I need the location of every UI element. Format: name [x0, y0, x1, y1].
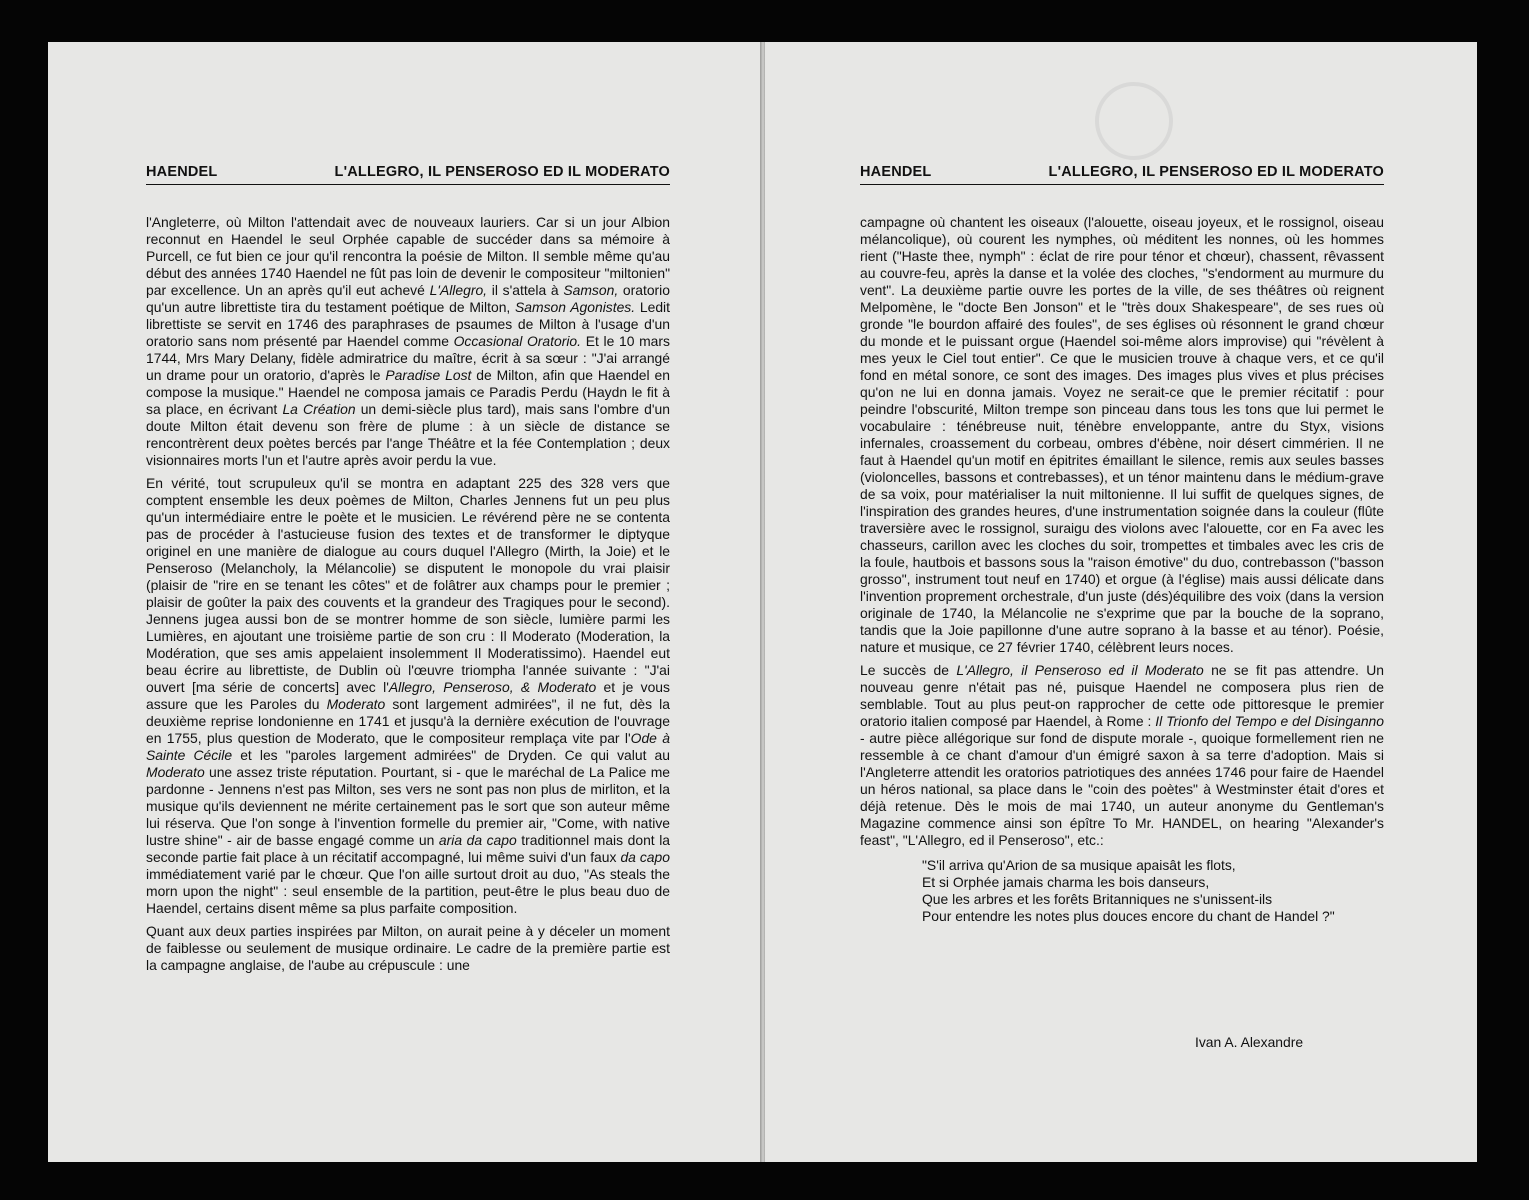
paragraph: [860, 214, 1384, 656]
running-head-work: L'ALLEGRO, IL PENSEROSO ED IL MODERATO: [334, 164, 670, 180]
italic-title: Paradise Lost: [385, 367, 472, 383]
text-run: il s'attela à: [487, 282, 564, 298]
italic-title: L'Allegro,: [429, 282, 488, 298]
right-page: [765, 42, 1477, 1162]
running-head-right: [860, 164, 1384, 185]
text-run: et les "paroles largement admirées" de Dryden. Ce qui valut au: [232, 747, 670, 763]
text-run: oratorio qu'un autre librettiste tira du testament poétique de Milton,: [146, 282, 670, 315]
paragraph: [146, 475, 670, 917]
paragraph: [146, 214, 670, 469]
verse-line: Et si Orphée jamais charma les bois danseurs,: [922, 874, 1210, 890]
italic-title: Samson,: [563, 282, 619, 298]
verse-line: Que les arbres et les forêts Britanniques ne s'unissent-ils: [922, 891, 1273, 907]
italic-title: da capo: [620, 849, 670, 865]
paragraph: [860, 662, 1384, 849]
text-run: traditionnel mais dont la seconde partie fait place à un récitatif accompagné, lui même suivi d'un faux: [146, 832, 671, 865]
running-head-author: HAENDEL: [860, 164, 932, 180]
text-run: campagne où chantent les oiseaux (l'alouette, oiseau joyeux, et le rossignol, oiseau mélancolique), où courent les nymphes, où méditent les nonnes, où les hommes rient ("Haste thee, nymph" : éclat de rire pour ténor et chœur), chassent, rêvassent au couvre-feu, après la danse et la volée des cloches, "s'endorment au murmure du vent". La deuxième partie ouvre les portes de la ville, de ses théâtres où reignent Melpomène, le "docte Ben Jonson" et le "très doux Shakespeare", de ses rues où gronde "le bourdon affairé des foules", de ses églises où résonnent le grand chœur du monde et le puissant orgue (Haendel soi-même alors improvise) qui "révèlent à mes yeux le Ciel tout entier". Ce que le musicien trouve à chaque vers, et ce qu'il fond en métal sonore, ce sont des images. Des images plus vives et plus précises qu'on ne lui en donna jamais. Voyez ne serait-ce que le premier récitatif : pour peindre l'obscurité, Milton trempe son pinceau dans tous les tons que lui permet le vocabulaire : ténébreuse nuit, ténèbre enveloppante, antre du Styx, visions infernales, croassement du corbeau, ombres d'ébène, noir désert cimmérien. Il ne faut à Haendel qu'un motif en épitrites émaillant le silence, remis aux seules basses (violoncelles, bassons et contrebasses), et un ténor maintenu dans le médium-grave de sa voix, pour matérialiser la nuit miltonienne. Il lui suffit de quelques signes, de l'inspiration des grandes heures, d'une instrumentation soignée dans la couleur (flûte traversière avec le rossignol, suraigu des violons avec l'alouette, cor en Fa avec les chasseurs, carillon avec les cloches du soir, trompettes et timbales avec les cris de la foule, hautbois et bassons sous la "raison émotive" du duo, contrebasson ("basson grosso", instrument tout neuf en 1740) et orgue (à l'église) mais aussi délicate dans l'invention proprement orchestrale, d'un juste (dés)équilibre des voix (dans la version originale de 1740, la Mélancolie ne s'exprime que par la bouche de la soprano, tandis que la Joie papillonne d'une autre soprano à la basse et au ténor). Poésie, nature et musique, ce 27 février 1740, célèbrent leurs noces.: [860, 214, 1384, 655]
italic-title: L'Allegro, il Penseroso ed il Moderato: [956, 662, 1204, 678]
text-run: Le succès de: [860, 662, 957, 678]
italic-title: Il Trionfo del Tempo e del Disinganno: [1155, 713, 1384, 729]
text-run: immédiatement varié par le chœur. Que l'on aille surtout droit au duo, "As steals the morn upon the night" : seul ensemble de la partition, peut-être le plus beau duo de Haendel, certains disent même sa plus parfaite composition.: [146, 866, 670, 916]
text-run: Ledit librettiste se servit en 1746 des paraphrases de psaumes de Milton à l'usage d'un oratorio sans nom présenté par Haendel comme: [146, 299, 671, 349]
text-run: - autre pièce allégorique sur fond de dispute morale -, quoique formellement rien ne ressemble à ce chant d'amour d'un émigré saxon à sa terre d'adoption. Mais si l'Angleterre attendit les oratorios patriotiques des années 1746 pour faire de Haendel un héros national, sa place dans le "coin des poètes" à Westminster était d'ores et déjà retenue. Dès le mois de mai 1740, un auteur anonyme du Gentleman's Magazine commence ainsi son épître To Mr. HANDEL, on hearing "Alexander's feast", "L'Allegro, ed il Penseroso", etc.:: [860, 730, 1384, 848]
author-signature: Ivan A. Alexandre: [1195, 1034, 1304, 1050]
running-head-work: L'ALLEGRO, IL PENSEROSO ED IL MODERATO: [1048, 164, 1384, 180]
italic-title: Occasional Oratorio.: [453, 333, 582, 349]
text-run: une assez triste réputation. Pourtant, si - que le maréchal de La Palice me pardonne - Jennens n'est pas Milton, ses vers ne sont pas non plus de mirliton, et la musique qu'ils deviennent ne mérite certainement pas le sort que son auteur même lui réserva. Que l'on songe à l'invention formelle du premier air, "Come, with native lustre shine" - air de basse engagé comme un: [146, 764, 670, 848]
text-run: et je vous assure que les Paroles du: [146, 679, 670, 712]
text-run: ne se fit pas attendre. Un nouveau genre n'était pas né, puisque Haendel ne composera plus rien de semblable. Tout au plus peut-on rapprocher de cette ode pittoresque le premier oratorio italien composé par Haendel, à Rome :: [860, 662, 1384, 729]
paragraph: [146, 923, 670, 974]
text-run: En vérité, tout scrupuleux qu'il se montra en adaptant 225 des 328 vers que comptent ensemble les deux poèmes de Milton, Charles Jennens fut un peu plus qu'un intermédiaire entre le poète et le musicien. Le révérend père ne se contenta pas de procéder à l'astucieuse fusion des textes et de transformer le diptyque originel en une manière de dialogue au cours duquel l'Allegro (Mirth, la Joie) et le Penseroso (Melancholy, la Mélancolie) se disputent le monopole du vrai plaisir (plaisir de "rire en se tenant les côtes" et de folâtrer aux champs pour le premier ; plaisir de goûter la paix des couvents et la grandeur des Tragiques pour le second). Jennens jugea aussi bon de se montrer homme de son siècle, lumière parmi les Lumières, en ajoutant une troisième partie de son cru : Il Moderato (Moderation, la Modération, que ses amis appelaient insolemment Il Moderatissimo). Haendel eut beau écrire au librettiste, de Dublin où l'œuvre triompha l'année suivante : "J'ai ouvert [ma série de concerts] avec l': [146, 475, 670, 695]
italic-title: Allegro, Penseroso, & Moderato: [388, 679, 597, 695]
italic-title: aria da capo: [438, 832, 517, 848]
text-run: un demi-siècle plus tard), mais sans l'ombre d'un doute Milton était devenu son frère de plume : à un siècle de distance se rencontrèrent deux poètes bercés par l'ange Théâtre et la fée Contemplation ; deux visionnaires morts l'un et l'autre après avoir perdu la vue.: [146, 401, 670, 468]
text-run: sont largement admirées", il ne fut, dès la deuxième reprise londonienne en 1741 et jusqu'à la dernière exécution de l'ouvrage en 1755, plus question de Moderato, que le compositeur remplaça vite par l': [146, 696, 670, 746]
text-run: de Milton, afin que Haendel en compose la musique." Haendel ne composa jamais ce Paradis Perdu (Haydn le fit à sa place, en écrivant: [146, 367, 670, 417]
quoted-verse: [922, 857, 1384, 925]
left-page: [48, 42, 761, 1162]
running-head-author: HAENDEL: [146, 164, 218, 180]
show-through-logo: [1095, 82, 1173, 160]
italic-title: Samson Agonistes.: [515, 299, 636, 315]
text-run: Et le 10 mars 1744, Mrs Mary Delany, fidèle admiratrice du maître, écrit à sa sœur : "J'ai arrangé un drame pour un oratorio, d'après le: [146, 333, 670, 383]
left-page-body: [146, 214, 670, 980]
verse-line: Pour entendre les notes plus douces encore du chant de Handel ?": [922, 908, 1335, 924]
text-run: Quant aux deux parties inspirées par Milton, on aurait peine à y déceler un moment de faiblesse ou seulement de musique ordinaire. Le cadre de la première partie est la campagne anglaise, de l'aube au crépuscule : une: [146, 923, 670, 973]
italic-title: Moderato: [146, 764, 205, 780]
running-head-left: [146, 164, 670, 185]
italic-title: Ode à Sainte Cécile: [146, 730, 670, 763]
italic-title: Moderato: [326, 696, 386, 712]
text-run: l'Angleterre, où Milton l'attendait avec de nouveaux lauriers. Car si un jour Albion reconnut en Haendel le seul Orphée capable de succéder dans sa mémoire à Purcell, ce fut bien ce jour qu'il rencontra la poésie de Milton. Il semble même qu'au début des années 1740 Haendel ne fût pas loin de devenir le compositeur "miltonien" par excellence. Un an après qu'il eut achevé: [146, 214, 670, 298]
right-page-body: [860, 214, 1384, 925]
verse-line: "S'il arriva qu'Arion de sa musique apaisât les flots,: [922, 857, 1236, 873]
italic-title: La Création: [282, 401, 356, 417]
